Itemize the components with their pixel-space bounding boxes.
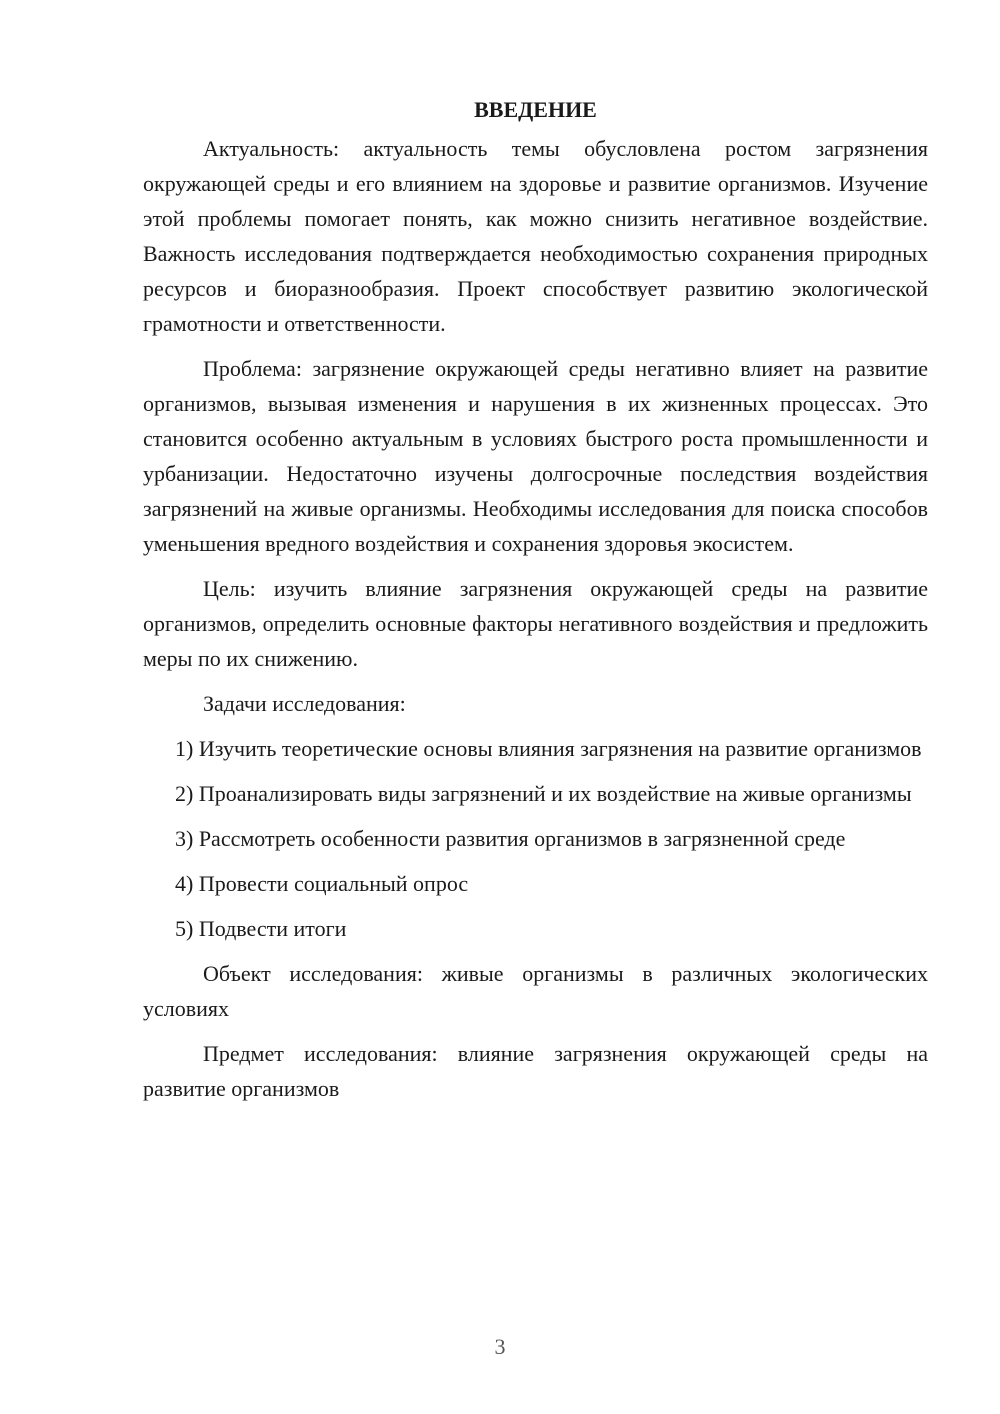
goal-paragraph: Цель: изучить влияние загрязнения окружающей среды на развитие организмов, определить основные факторы негативного воздействия и предложить меры по их снижению. bbox=[143, 576, 928, 671]
page-number: 3 bbox=[494, 1334, 506, 1359]
relevance-paragraph: Актуальность: актуальность темы обусловлена ростом загрязнения окружающей среды и его влиянием на здоровье и развитие организмов. Изучение этой проблемы помогает понять, как можно снизить негативное воздействие. Важность исследования подтверждается необходимостью сохранения природных ресурсов и биоразнообразия. Проект способствует развитию экологической грамотности и ответственности. bbox=[143, 136, 928, 336]
document-page bbox=[143, 95, 928, 1116]
task-item-4: 4) Провести социальный опрос bbox=[175, 871, 469, 896]
object-paragraph: Объект исследования: живые организмы в различных экологических условиях bbox=[143, 961, 928, 1021]
task-item-2: 2) Проанализировать виды загрязнений и их воздействие на живые организмы bbox=[175, 781, 912, 806]
task-item-1: 1) Изучить теоретические основы влияния загрязнения на развитие организмов bbox=[175, 736, 922, 761]
problem-paragraph: Проблема: загрязнение окружающей среды негативно влияет на развитие организмов, вызывая изменения и нарушения в их жизненных процессах. Это становится особенно актуальным в условиях быстрого роста промышленности и урбанизации. Недостаточно изучены долгосрочные последствия воздействия загрязнений на живые организмы. Необходимы исследования для поиска способов уменьшения вредного воздействия и сохранения здоровья экосистем. bbox=[143, 356, 928, 556]
subject-paragraph: Предмет исследования: влияние загрязнения окружающей среды на развитие организмов bbox=[143, 1041, 928, 1101]
tasks-intro: Задачи исследования: bbox=[203, 691, 406, 716]
task-item-3: 3) Рассмотреть особенности развития организмов в загрязненной среде bbox=[175, 826, 846, 851]
section-heading: ВВЕДЕНИЕ bbox=[474, 97, 597, 122]
task-item-5: 5) Подвести итоги bbox=[175, 916, 347, 941]
